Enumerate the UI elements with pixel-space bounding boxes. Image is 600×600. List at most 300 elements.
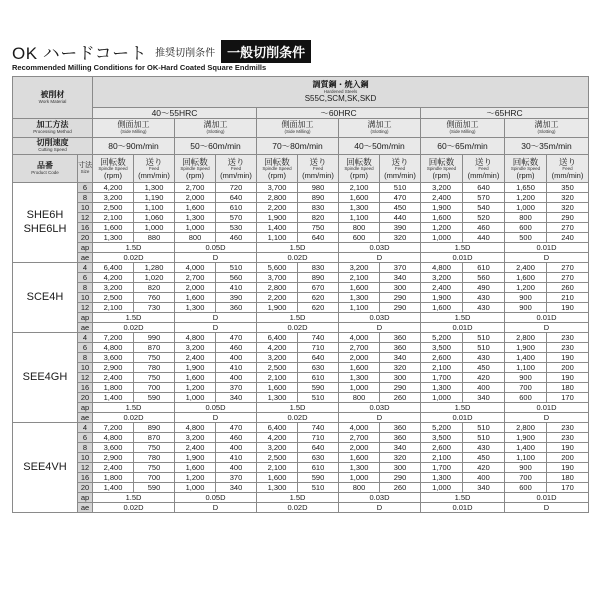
spindle-speed-cell: 2,100 <box>257 373 298 383</box>
ap-row <box>13 243 589 253</box>
feed-cell: 640 <box>216 193 257 203</box>
spindle-speed-cell: 1,000 <box>421 483 463 493</box>
feed-cell: 340 <box>380 273 421 283</box>
ap-label-cell: ap <box>78 493 93 503</box>
size-cell: 4 <box>78 333 93 343</box>
table-row <box>13 293 589 303</box>
feed-cell: 260 <box>380 483 421 493</box>
table-row <box>13 393 589 403</box>
spindle-speed-cell: 1,400 <box>93 393 134 403</box>
feed-cell: 740 <box>298 423 339 433</box>
size-cell: 12 <box>78 213 93 223</box>
method-label-cell: 加工方法 Processing Method <box>13 119 93 138</box>
size-cell: 10 <box>78 363 93 373</box>
spindle-speed-cell: 1,600 <box>175 463 216 473</box>
feed-cell: 400 <box>216 353 257 363</box>
feed-cell: 340 <box>463 393 505 403</box>
spindle-speed-cell: 1,900 <box>421 293 463 303</box>
speed-cell: 70～80m/min <box>257 138 339 155</box>
table-row <box>13 423 589 433</box>
size-cell: 4 <box>78 263 93 273</box>
size-cell: 12 <box>78 463 93 473</box>
size-cell: 10 <box>78 453 93 463</box>
spindle-speed-header: 回転数 Spindle Speed (rpm) <box>175 155 216 183</box>
spindle-speed-cell: 3,500 <box>421 343 463 353</box>
spindle-speed-cell: 4,000 <box>339 423 380 433</box>
ap-value-cell: 0.03D <box>339 313 421 323</box>
feed-cell: 440 <box>463 233 505 243</box>
ap-value-cell: 0.01D <box>505 313 589 323</box>
feed-cell: 230 <box>547 423 589 433</box>
feed-cell: 190 <box>547 303 589 313</box>
ae-row <box>13 323 589 333</box>
feed-cell: 670 <box>298 283 339 293</box>
size-cell: 6 <box>78 433 93 443</box>
feed-cell: 190 <box>547 443 589 453</box>
table-row <box>13 303 589 313</box>
feed-cell: 520 <box>463 213 505 223</box>
table-row <box>13 363 589 373</box>
size-cell: 20 <box>78 483 93 493</box>
feed-cell: 830 <box>298 263 339 273</box>
feed-cell: 760 <box>134 293 175 303</box>
spindle-speed-cell: 2,000 <box>339 353 380 363</box>
size-cell: 8 <box>78 353 93 363</box>
ap-label-cell: ap <box>78 313 93 323</box>
product-code-line: SHE6LH <box>23 222 67 235</box>
size-cell: 12 <box>78 303 93 313</box>
feed-cell: 320 <box>547 203 589 213</box>
product-code-cell <box>13 333 78 423</box>
spindle-speed-header: 回転数 Spindle Speed (rpm) <box>421 155 463 183</box>
spindle-speed-cell: 5,200 <box>421 423 463 433</box>
feed-cell: 450 <box>463 363 505 373</box>
feed-cell: 740 <box>298 333 339 343</box>
feed-cell: 540 <box>463 203 505 213</box>
spindle-speed-cell: 1,600 <box>175 293 216 303</box>
spindle-speed-cell: 2,800 <box>257 193 298 203</box>
spindle-speed-cell: 1,600 <box>175 203 216 213</box>
size-cell: 20 <box>78 393 93 403</box>
spindle-speed-cell: 1,700 <box>421 373 463 383</box>
spindle-speed-cell: 900 <box>505 463 547 473</box>
spindle-speed-cell: 2,100 <box>421 453 463 463</box>
feed-cell: 710 <box>298 433 339 443</box>
spindle-speed-cell: 1,600 <box>505 273 547 283</box>
method-cell: 側面加工 (Side Milling) <box>93 119 175 138</box>
feed-header: 送り Feed (mm/min) <box>298 155 339 183</box>
spindle-speed-cell: 3,200 <box>93 193 134 203</box>
ae-value-cell: 0.01D <box>421 323 505 333</box>
feed-cell: 340 <box>380 353 421 363</box>
spindle-speed-cell: 2,500 <box>257 453 298 463</box>
feed-cell: 570 <box>463 193 505 203</box>
feed-cell: 1,280 <box>134 263 175 273</box>
feed-cell: 340 <box>216 393 257 403</box>
ae-value-cell: 0.02D <box>93 323 175 333</box>
feed-cell: 170 <box>547 483 589 493</box>
ap-value-cell: 1.5D <box>93 243 175 253</box>
spindle-speed-cell: 1,400 <box>257 223 298 233</box>
size-cell: 16 <box>78 223 93 233</box>
spindle-speed-cell: 3,200 <box>93 283 134 293</box>
product-code-cell <box>13 263 78 333</box>
spindle-speed-cell: 1,600 <box>339 363 380 373</box>
feed-cell: 350 <box>547 183 589 193</box>
spindle-speed-cell: 1,100 <box>257 233 298 243</box>
ae-value-cell: D <box>175 323 257 333</box>
feed-cell: 570 <box>216 213 257 223</box>
spindle-speed-cell: 2,400 <box>93 463 134 473</box>
ae-value-cell: 0.01D <box>421 503 505 513</box>
hrc-cell-1: 40～55HRC <box>93 108 257 119</box>
spindle-speed-cell: 600 <box>505 223 547 233</box>
feed-cell: 640 <box>463 183 505 193</box>
feed-cell: 320 <box>547 193 589 203</box>
title-badge: 一般切削条件 <box>221 40 311 63</box>
spindle-speed-cell: 4,200 <box>93 273 134 283</box>
speed-cell: 40～50m/min <box>339 138 421 155</box>
feed-cell: 410 <box>216 283 257 293</box>
feed-cell: 780 <box>134 453 175 463</box>
table-row <box>13 483 589 493</box>
spindle-speed-cell: 2,000 <box>175 193 216 203</box>
spindle-speed-cell: 4,000 <box>339 333 380 343</box>
spindle-speed-cell: 700 <box>505 383 547 393</box>
spindle-speed-cell: 1,200 <box>175 383 216 393</box>
table-body <box>13 183 589 513</box>
feed-cell: 200 <box>547 363 589 373</box>
hrc-cell-3: ～65HRC <box>421 108 589 119</box>
feed-cell: 750 <box>134 443 175 453</box>
feed-cell: 460 <box>216 343 257 353</box>
size-cell: 6 <box>78 273 93 283</box>
spindle-speed-cell: 6,400 <box>257 423 298 433</box>
feed-cell: 370 <box>216 473 257 483</box>
ap-value-cell: 1.5D <box>421 403 505 413</box>
spindle-speed-cell: 5,200 <box>421 333 463 343</box>
size-cell: 16 <box>78 383 93 393</box>
table-row <box>13 373 589 383</box>
spindle-speed-cell: 3,700 <box>257 183 298 193</box>
spindle-speed-cell: 2,100 <box>339 273 380 283</box>
feed-cell: 990 <box>134 333 175 343</box>
spindle-speed-cell: 800 <box>339 393 380 403</box>
page-title: OK ハードコート <box>12 43 148 63</box>
ap-value-cell: 1.5D <box>257 243 339 253</box>
spindle-speed-cell: 1,300 <box>93 233 134 243</box>
spindle-speed-cell: 2,800 <box>505 423 547 433</box>
table-row <box>13 383 589 393</box>
feed-cell: 260 <box>547 283 589 293</box>
feed-cell: 590 <box>134 393 175 403</box>
ae-value-cell: 0.02D <box>257 413 339 423</box>
spindle-speed-cell: 1,000 <box>339 473 380 483</box>
spindle-speed-cell: 1,400 <box>93 483 134 493</box>
size-cell: 4 <box>78 423 93 433</box>
feed-cell: 1,300 <box>134 183 175 193</box>
spindle-speed-cell: 1,600 <box>257 383 298 393</box>
size-cell: 6 <box>78 183 93 193</box>
feed-cell: 450 <box>380 203 421 213</box>
page-header <box>12 40 311 62</box>
spindle-speed-cell: 2,000 <box>339 443 380 453</box>
spindle-speed-cell: 1,600 <box>339 193 380 203</box>
size-cell: 10 <box>78 293 93 303</box>
spindle-speed-cell: 1,300 <box>339 203 380 213</box>
ap-label-cell: ap <box>78 403 93 413</box>
product-code-line: SHE6H <box>26 209 64 222</box>
ae-value-cell: 0.02D <box>257 253 339 263</box>
ap-value-cell: 0.01D <box>505 403 589 413</box>
spindle-speed-cell: 3,200 <box>175 433 216 443</box>
feed-cell: 750 <box>298 223 339 233</box>
feed-cell: 200 <box>547 453 589 463</box>
spindle-speed-cell: 3,500 <box>421 433 463 443</box>
spindle-speed-cell: 1,300 <box>257 393 298 403</box>
spindle-speed-cell: 900 <box>505 303 547 313</box>
spindle-speed-cell: 800 <box>339 483 380 493</box>
speed-cell: 30～35m/min <box>505 138 589 155</box>
feed-cell: 420 <box>463 373 505 383</box>
spindle-speed-cell: 600 <box>505 483 547 493</box>
spindle-speed-cell: 900 <box>505 293 547 303</box>
ap-value-cell: 1.5D <box>93 403 175 413</box>
ae-value-cell: 0.02D <box>93 413 175 423</box>
table-row <box>13 273 589 283</box>
spindle-speed-cell: 1,000 <box>421 233 463 243</box>
feed-cell: 230 <box>547 343 589 353</box>
ae-value-cell: D <box>339 413 421 423</box>
feed-cell: 400 <box>463 473 505 483</box>
method-cell: 側面加工 (Side Milling) <box>421 119 505 138</box>
ap-row <box>13 493 589 503</box>
spindle-speed-cell: 2,900 <box>93 453 134 463</box>
spindle-speed-cell: 800 <box>339 223 380 233</box>
feed-cell: 870 <box>134 433 175 443</box>
feed-cell: 880 <box>134 233 175 243</box>
cutting-conditions-table <box>12 76 589 513</box>
spindle-speed-cell: 4,800 <box>175 333 216 343</box>
method-cell: 側面加工 (Side Milling) <box>257 119 339 138</box>
feed-cell: 510 <box>463 433 505 443</box>
feed-cell: 210 <box>547 293 589 303</box>
feed-cell: 470 <box>380 193 421 203</box>
spindle-speed-cell: 1,200 <box>175 473 216 483</box>
feed-header: 送り Feed (mm/min) <box>547 155 589 183</box>
feed-cell: 1,020 <box>134 273 175 283</box>
feed-header: 送り Feed (mm/min) <box>216 155 257 183</box>
feed-cell: 300 <box>380 463 421 473</box>
feed-cell: 190 <box>547 353 589 363</box>
feed-cell: 430 <box>463 353 505 363</box>
product-code-line: SCE4H <box>26 290 64 303</box>
spindle-speed-cell: 2,500 <box>93 203 134 213</box>
ae-value-cell: 0.01D <box>421 413 505 423</box>
spindle-speed-cell: 3,200 <box>421 273 463 283</box>
feed-cell: 460 <box>216 433 257 443</box>
feed-cell: 460 <box>463 223 505 233</box>
spindle-speed-header: 回転数 Spindle Speed (rpm) <box>339 155 380 183</box>
spindle-speed-cell: 4,800 <box>421 263 463 273</box>
feed-cell: 410 <box>216 363 257 373</box>
ae-value-cell: 0.02D <box>93 253 175 263</box>
spindle-speed-cell: 2,400 <box>93 373 134 383</box>
feed-cell: 590 <box>298 383 339 393</box>
spindle-speed-cell: 1,000 <box>339 383 380 393</box>
spindle-speed-cell: 1,900 <box>257 303 298 313</box>
feed-cell: 180 <box>547 473 589 483</box>
feed-cell: 610 <box>463 263 505 273</box>
feed-cell: 1,000 <box>134 223 175 233</box>
spindle-speed-cell: 1,900 <box>257 213 298 223</box>
speed-cell: 50～60m/min <box>175 138 257 155</box>
table-header <box>13 77 589 183</box>
feed-cell: 450 <box>463 453 505 463</box>
size-label-cell: 寸法 Size <box>78 155 93 183</box>
ap-label-cell: ap <box>78 243 93 253</box>
spindle-speed-cell: 6,400 <box>257 333 298 343</box>
method-cell: 溝加工 (Slotting) <box>175 119 257 138</box>
spindle-speed-cell: 1,300 <box>339 463 380 473</box>
size-cell: 8 <box>78 193 93 203</box>
feed-cell: 340 <box>380 443 421 453</box>
spindle-speed-cell: 1,400 <box>505 443 547 453</box>
spindle-speed-cell: 1,600 <box>257 473 298 483</box>
feed-cell: 620 <box>298 303 339 313</box>
spindle-speed-cell: 1,700 <box>421 463 463 473</box>
speed-cell: 80～90m/min <box>93 138 175 155</box>
feed-cell: 890 <box>298 273 339 283</box>
feed-cell: 410 <box>216 453 257 463</box>
spindle-speed-cell: 1,600 <box>339 453 380 463</box>
feed-cell: 710 <box>298 343 339 353</box>
spindle-speed-cell: 2,700 <box>175 273 216 283</box>
ae-row <box>13 503 589 513</box>
work-material-cell: 被削材 Work Material <box>13 77 93 119</box>
table-row <box>13 473 589 483</box>
spindle-speed-header: 回転数 Spindle Speed (rpm) <box>93 155 134 183</box>
spindle-speed-cell: 2,000 <box>175 283 216 293</box>
ap-value-cell: 1.5D <box>421 313 505 323</box>
table-row <box>13 453 589 463</box>
feed-cell: 640 <box>298 233 339 243</box>
feed-cell: 240 <box>547 233 589 243</box>
ap-value-cell: 0.03D <box>339 243 421 253</box>
spindle-speed-cell: 1,600 <box>93 223 134 233</box>
size-cell: 6 <box>78 343 93 353</box>
spindle-speed-cell: 7,200 <box>93 423 134 433</box>
ae-value-cell: 0.02D <box>93 503 175 513</box>
feed-cell: 300 <box>380 373 421 383</box>
feed-cell: 360 <box>380 343 421 353</box>
feed-cell: 320 <box>380 453 421 463</box>
material-cell: 調質鋼・焼入鋼 Hardened Steels S55C,SCM,SK,SKD <box>93 77 589 108</box>
spindle-speed-cell: 1,100 <box>339 213 380 223</box>
feed-header: 送り Feed (mm/min) <box>380 155 421 183</box>
spindle-speed-cell: 1,900 <box>175 363 216 373</box>
spindle-speed-cell: 800 <box>175 233 216 243</box>
ae-row <box>13 253 589 263</box>
ae-value-cell: D <box>505 323 589 333</box>
feed-cell: 230 <box>547 333 589 343</box>
spindle-speed-cell: 1,600 <box>339 283 380 293</box>
feed-cell: 370 <box>380 263 421 273</box>
spindle-speed-cell: 3,600 <box>93 443 134 453</box>
ae-row <box>13 413 589 423</box>
spindle-speed-cell: 6,400 <box>93 263 134 273</box>
ae-value-cell: D <box>505 253 589 263</box>
feed-cell: 460 <box>216 233 257 243</box>
spindle-speed-cell: 1,600 <box>421 213 463 223</box>
spindle-speed-cell: 1,100 <box>505 453 547 463</box>
feed-cell: 260 <box>380 393 421 403</box>
spindle-speed-cell: 1,000 <box>421 393 463 403</box>
spindle-speed-cell: 2,100 <box>257 463 298 473</box>
feed-cell: 1,100 <box>134 203 175 213</box>
spindle-speed-cell: 4,800 <box>93 433 134 443</box>
ae-value-cell: D <box>339 503 421 513</box>
feed-cell: 530 <box>216 223 257 233</box>
spindle-speed-cell: 1,600 <box>421 303 463 313</box>
spindle-speed-cell: 1,300 <box>175 303 216 313</box>
feed-cell: 750 <box>134 463 175 473</box>
feed-cell: 400 <box>463 383 505 393</box>
product-code-line: SEE4VH <box>23 460 67 473</box>
spindle-speed-cell: 2,400 <box>421 193 463 203</box>
spindle-speed-cell: 1,650 <box>505 183 547 193</box>
ap-value-cell: 1.5D <box>257 493 339 503</box>
spindle-speed-cell: 4,800 <box>175 423 216 433</box>
feed-cell: 490 <box>463 283 505 293</box>
table-row <box>13 183 589 193</box>
spindle-speed-cell: 1,600 <box>175 373 216 383</box>
spindle-speed-cell: 1,100 <box>339 303 380 313</box>
spindle-speed-cell: 3,200 <box>339 263 380 273</box>
spindle-speed-cell: 600 <box>505 393 547 403</box>
spindle-speed-header: 回転数 Spindle Speed (rpm) <box>257 155 298 183</box>
feed-cell: 170 <box>547 393 589 403</box>
ap-value-cell: 0.05D <box>175 243 257 253</box>
ae-label-cell: ae <box>78 503 93 513</box>
feed-cell: 470 <box>216 333 257 343</box>
table-row <box>13 433 589 443</box>
spindle-speed-cell: 2,100 <box>339 183 380 193</box>
spindle-speed-cell: 2,500 <box>257 363 298 373</box>
feed-cell: 360 <box>380 423 421 433</box>
spindle-speed-cell: 1,300 <box>339 373 380 383</box>
table-row <box>13 463 589 473</box>
feed-cell: 590 <box>134 483 175 493</box>
spindle-speed-cell: 4,200 <box>257 343 298 353</box>
feed-cell: 730 <box>134 303 175 313</box>
spindle-speed-cell: 2,100 <box>93 303 134 313</box>
ae-value-cell: D <box>505 503 589 513</box>
feed-cell: 300 <box>380 283 421 293</box>
feed-cell: 430 <box>463 303 505 313</box>
spindle-speed-cell: 1,300 <box>175 213 216 223</box>
feed-cell: 400 <box>216 373 257 383</box>
feed-cell: 290 <box>380 303 421 313</box>
spindle-speed-cell: 2,200 <box>257 203 298 213</box>
feed-cell: 440 <box>380 213 421 223</box>
feed-cell: 430 <box>463 293 505 303</box>
feed-cell: 1,060 <box>134 213 175 223</box>
page-subtitle: 推奨切削条件 <box>155 47 216 59</box>
feed-cell: 510 <box>463 343 505 353</box>
feed-cell: 230 <box>547 433 589 443</box>
spindle-speed-cell: 3,700 <box>257 273 298 283</box>
